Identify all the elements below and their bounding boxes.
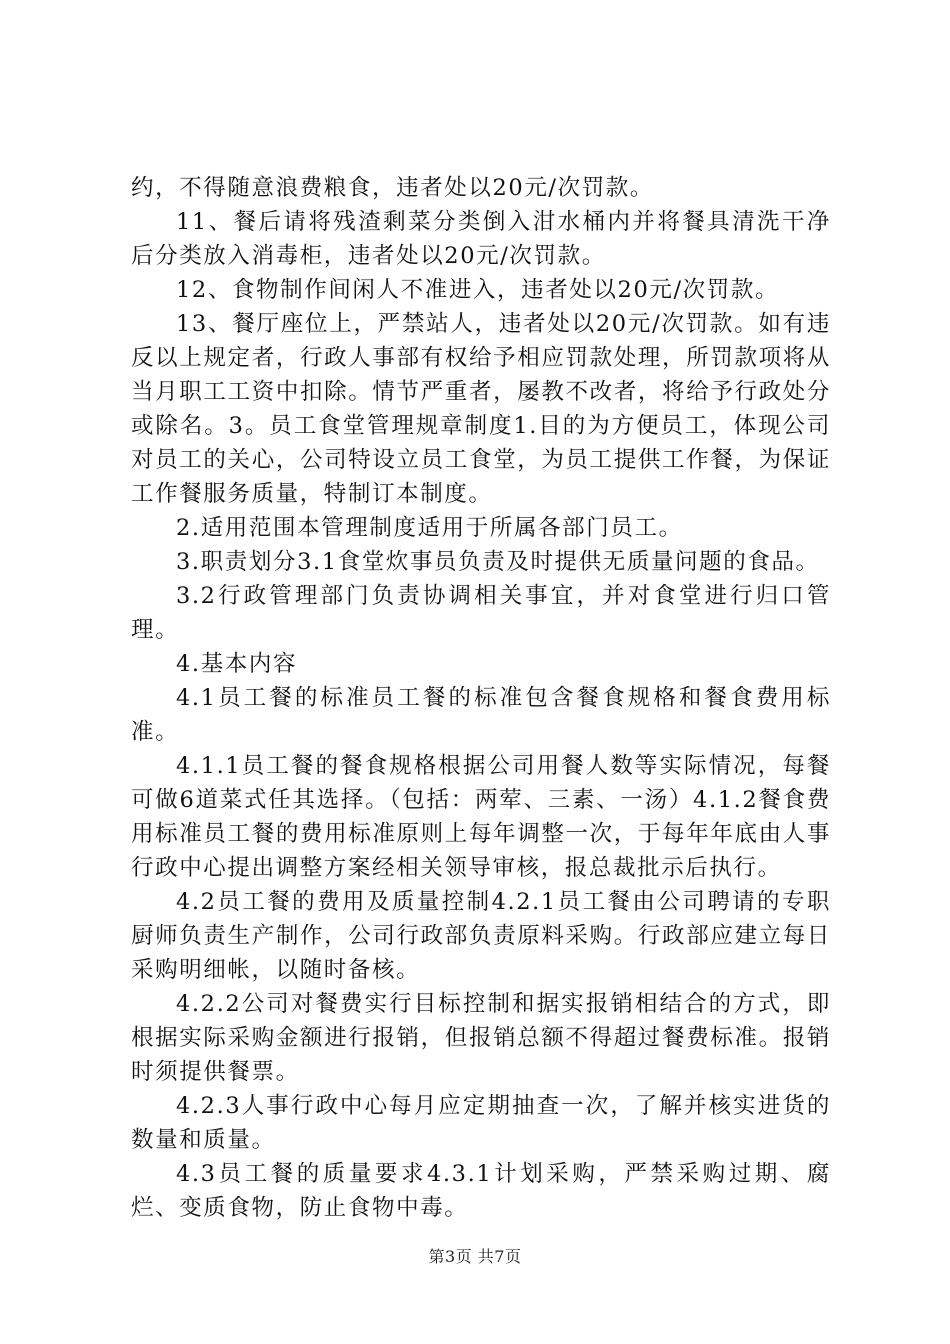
paragraph: 4.1员工餐的标准员工餐的标准包含餐食规格和餐食费用标准。 bbox=[131, 685, 831, 745]
paragraph: 3.职责划分3.1食堂炊事员负责及时提供无质量问题的食品。 bbox=[176, 549, 820, 575]
paragraph: 约，不得随意浪费粮食，违者处以20元/次罚款。 bbox=[131, 175, 655, 201]
paragraph: 4.2.2公司对餐费实行目标控制和据实报销相结合的方式，即根据实际采购金额进行报销，但报销总额不得超过餐费标准。报销时须提供餐票。 bbox=[131, 991, 831, 1085]
paragraph: 11、餐后请将残渣剩菜分类倒入泔水桶内并将餐具清洗干净后分类放入消毒柜，违者处以20元/次罚款。 bbox=[131, 209, 831, 269]
paragraph: 4.3员工餐的质量要求4.3.1计划采购，严禁采购过期、腐烂、变质食物，防止食物中毒。 bbox=[131, 1161, 831, 1221]
document-body bbox=[131, 171, 831, 1225]
paragraph: 4.2员工餐的费用及质量控制4.2.1员工餐由公司聘请的专职厨师负责生产制作，公司行政部负责原料采购。行政部应建立每日采购明细帐，以随时备核。 bbox=[131, 889, 831, 983]
paragraph: 2.适用范围本管理制度适用于所属各部门员工。 bbox=[176, 515, 683, 541]
paragraph: 12、食物制作间闲人不准进入，违者处以20元/次罚款。 bbox=[176, 277, 780, 303]
paragraph: 4.基本内容 bbox=[176, 651, 298, 677]
paragraph: 3.2行政管理部门负责协调相关事宜，并对食堂进行归口管理。 bbox=[131, 583, 831, 643]
paragraph: 4.2.3人事行政中心每月应定期抽查一次，了解并核实进货的数量和质量。 bbox=[131, 1093, 831, 1153]
page-footer: 第3页 共7页 bbox=[428, 1247, 522, 1266]
paragraph: 13、餐厅座位上，严禁站人，违者处以20元/次罚款。如有违反以上规定者，行政人事部有权给予相应罚款处理，所罚款项将从当月职工工资中扣除。情节严重者，屡教不改者，将给予行政处分或除名。3。员工食堂管理规章制度1.目的为方便员工，体现公司对员工的关心，公司特设立员工食堂，为员工提供工作餐，为保证工作餐服务质量，特制订本制度。 bbox=[131, 311, 831, 507]
paragraph: 4.1.1员工餐的餐食规格根据公司用餐人数等实际情况，每餐可做6道菜式任其选择。（包括：两荤、三素、一汤）4.1.2餐食费用标准员工餐的费用标准原则上每年调整一次，于每年年底由人事行政中心提出调整方案经相关领导审核，报总裁批示后执行。 bbox=[131, 753, 831, 881]
